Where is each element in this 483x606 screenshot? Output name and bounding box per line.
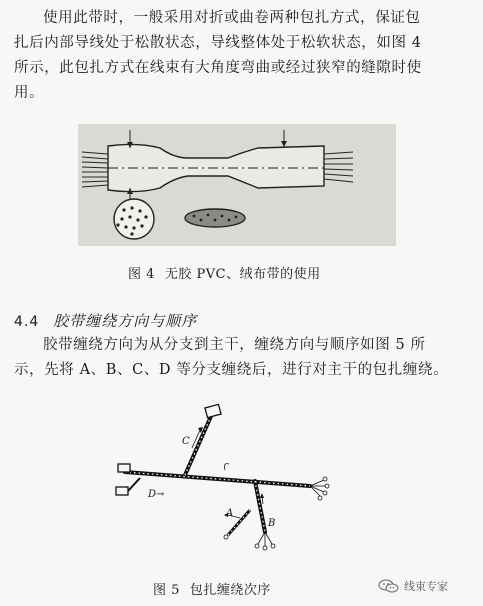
section-heading xyxy=(14,310,197,331)
wrapping-order-diagram xyxy=(100,400,340,565)
text-line: 示，先将 A、B、C、D 等分支缠绕后，进行对主干的包扎缠绕。 xyxy=(14,362,449,378)
text-line: 用。 xyxy=(14,85,45,101)
text-line: 胶带缠绕方向为从分支到主干，缠绕方向与顺序如图 5 所 xyxy=(43,337,426,353)
figure-caption-text: 无胶 PVC、绒布带的使用 xyxy=(164,267,321,282)
text-line: 使用此带时，一般采用对折或曲卷两种包扎方式，保证包 xyxy=(43,10,421,26)
figure-caption-text: 包扎缠绕次序 xyxy=(189,583,271,598)
body-paragraph xyxy=(14,333,469,383)
watermark xyxy=(378,578,448,594)
label-a: A xyxy=(226,508,234,519)
wechat-icon xyxy=(378,579,400,593)
figure-number: 图 4 xyxy=(128,267,155,282)
label-c: C xyxy=(182,436,190,447)
figure-number: 图 5 xyxy=(153,583,180,598)
text-line: 扎后内部导线处于松散状态，导线整体处于松软状态，如图 4 xyxy=(14,35,422,51)
figure-4-caption xyxy=(128,263,321,282)
text-line: 所示，此包扎方式在线束有大角度弯曲或经过狭窄的缝隙时使 xyxy=(14,60,422,76)
label-d: D→ xyxy=(148,489,165,500)
watermark-text: 线束专家 xyxy=(404,580,448,593)
figure-5-illustration xyxy=(100,400,340,565)
figure-4-illustration xyxy=(78,124,396,246)
figure-5-caption xyxy=(153,579,271,598)
label-b: B xyxy=(268,518,276,529)
intro-paragraph xyxy=(14,6,469,106)
section-number: 4.4 xyxy=(14,314,40,330)
section-title: 胶带缠绕方向与顺序 xyxy=(53,312,198,330)
wrapped-harness-drawing xyxy=(78,124,396,246)
